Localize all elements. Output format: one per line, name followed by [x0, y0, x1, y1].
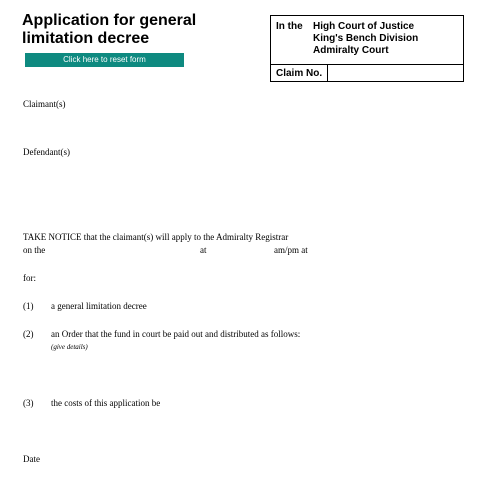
court-name-line2: King's Bench Division [313, 33, 419, 44]
court-name-line1: High Court of Justice [313, 21, 415, 32]
reset-form-button[interactable]: Click here to reset form [25, 53, 184, 67]
court-info-box [270, 15, 464, 82]
ampm-at-label: am/pm at [274, 245, 308, 255]
hearing-place-field[interactable] [315, 244, 463, 256]
hearing-date-field[interactable] [52, 244, 194, 256]
claimant-label: Claimant(s) [23, 99, 66, 109]
on-the-label: on the [23, 245, 46, 255]
for-label: for: [23, 273, 36, 283]
defendant-label: Defendant(s) [23, 147, 70, 157]
in-the-label: In the [276, 21, 303, 32]
signed-date-field[interactable] [50, 453, 250, 465]
item1-text: a general limitation decree [51, 301, 147, 311]
claim-no-label: Claim No. [276, 68, 323, 79]
item3-number: (3) [23, 398, 34, 408]
item2-note: (give details) [51, 343, 88, 351]
costs-field[interactable] [175, 397, 463, 409]
notice-text: TAKE NOTICE that the claimant(s) will apply to the Admiralty Registrar [23, 232, 289, 242]
court-row [271, 16, 463, 64]
item2-number: (2) [23, 329, 34, 339]
date-label: Date [23, 454, 40, 464]
item1-number: (1) [23, 301, 34, 311]
claimant-field[interactable] [23, 112, 463, 140]
defendant-field[interactable] [23, 160, 463, 220]
form-title-line1: Application for general [22, 12, 197, 29]
court-name-line3: Admiralty Court [313, 45, 389, 56]
item2-text: an Order that the fund in court be paid out and distributed as follows: [51, 329, 301, 339]
at-label: at [200, 245, 207, 255]
form-title-line2: limitation decree [22, 30, 150, 47]
court-name [313, 21, 418, 57]
claim-no-field[interactable] [328, 65, 463, 81]
item3-text: the costs of this application be [51, 398, 161, 408]
hearing-time-field[interactable] [212, 244, 270, 256]
form-title [22, 12, 257, 48]
distribution-details-field[interactable] [51, 354, 463, 390]
